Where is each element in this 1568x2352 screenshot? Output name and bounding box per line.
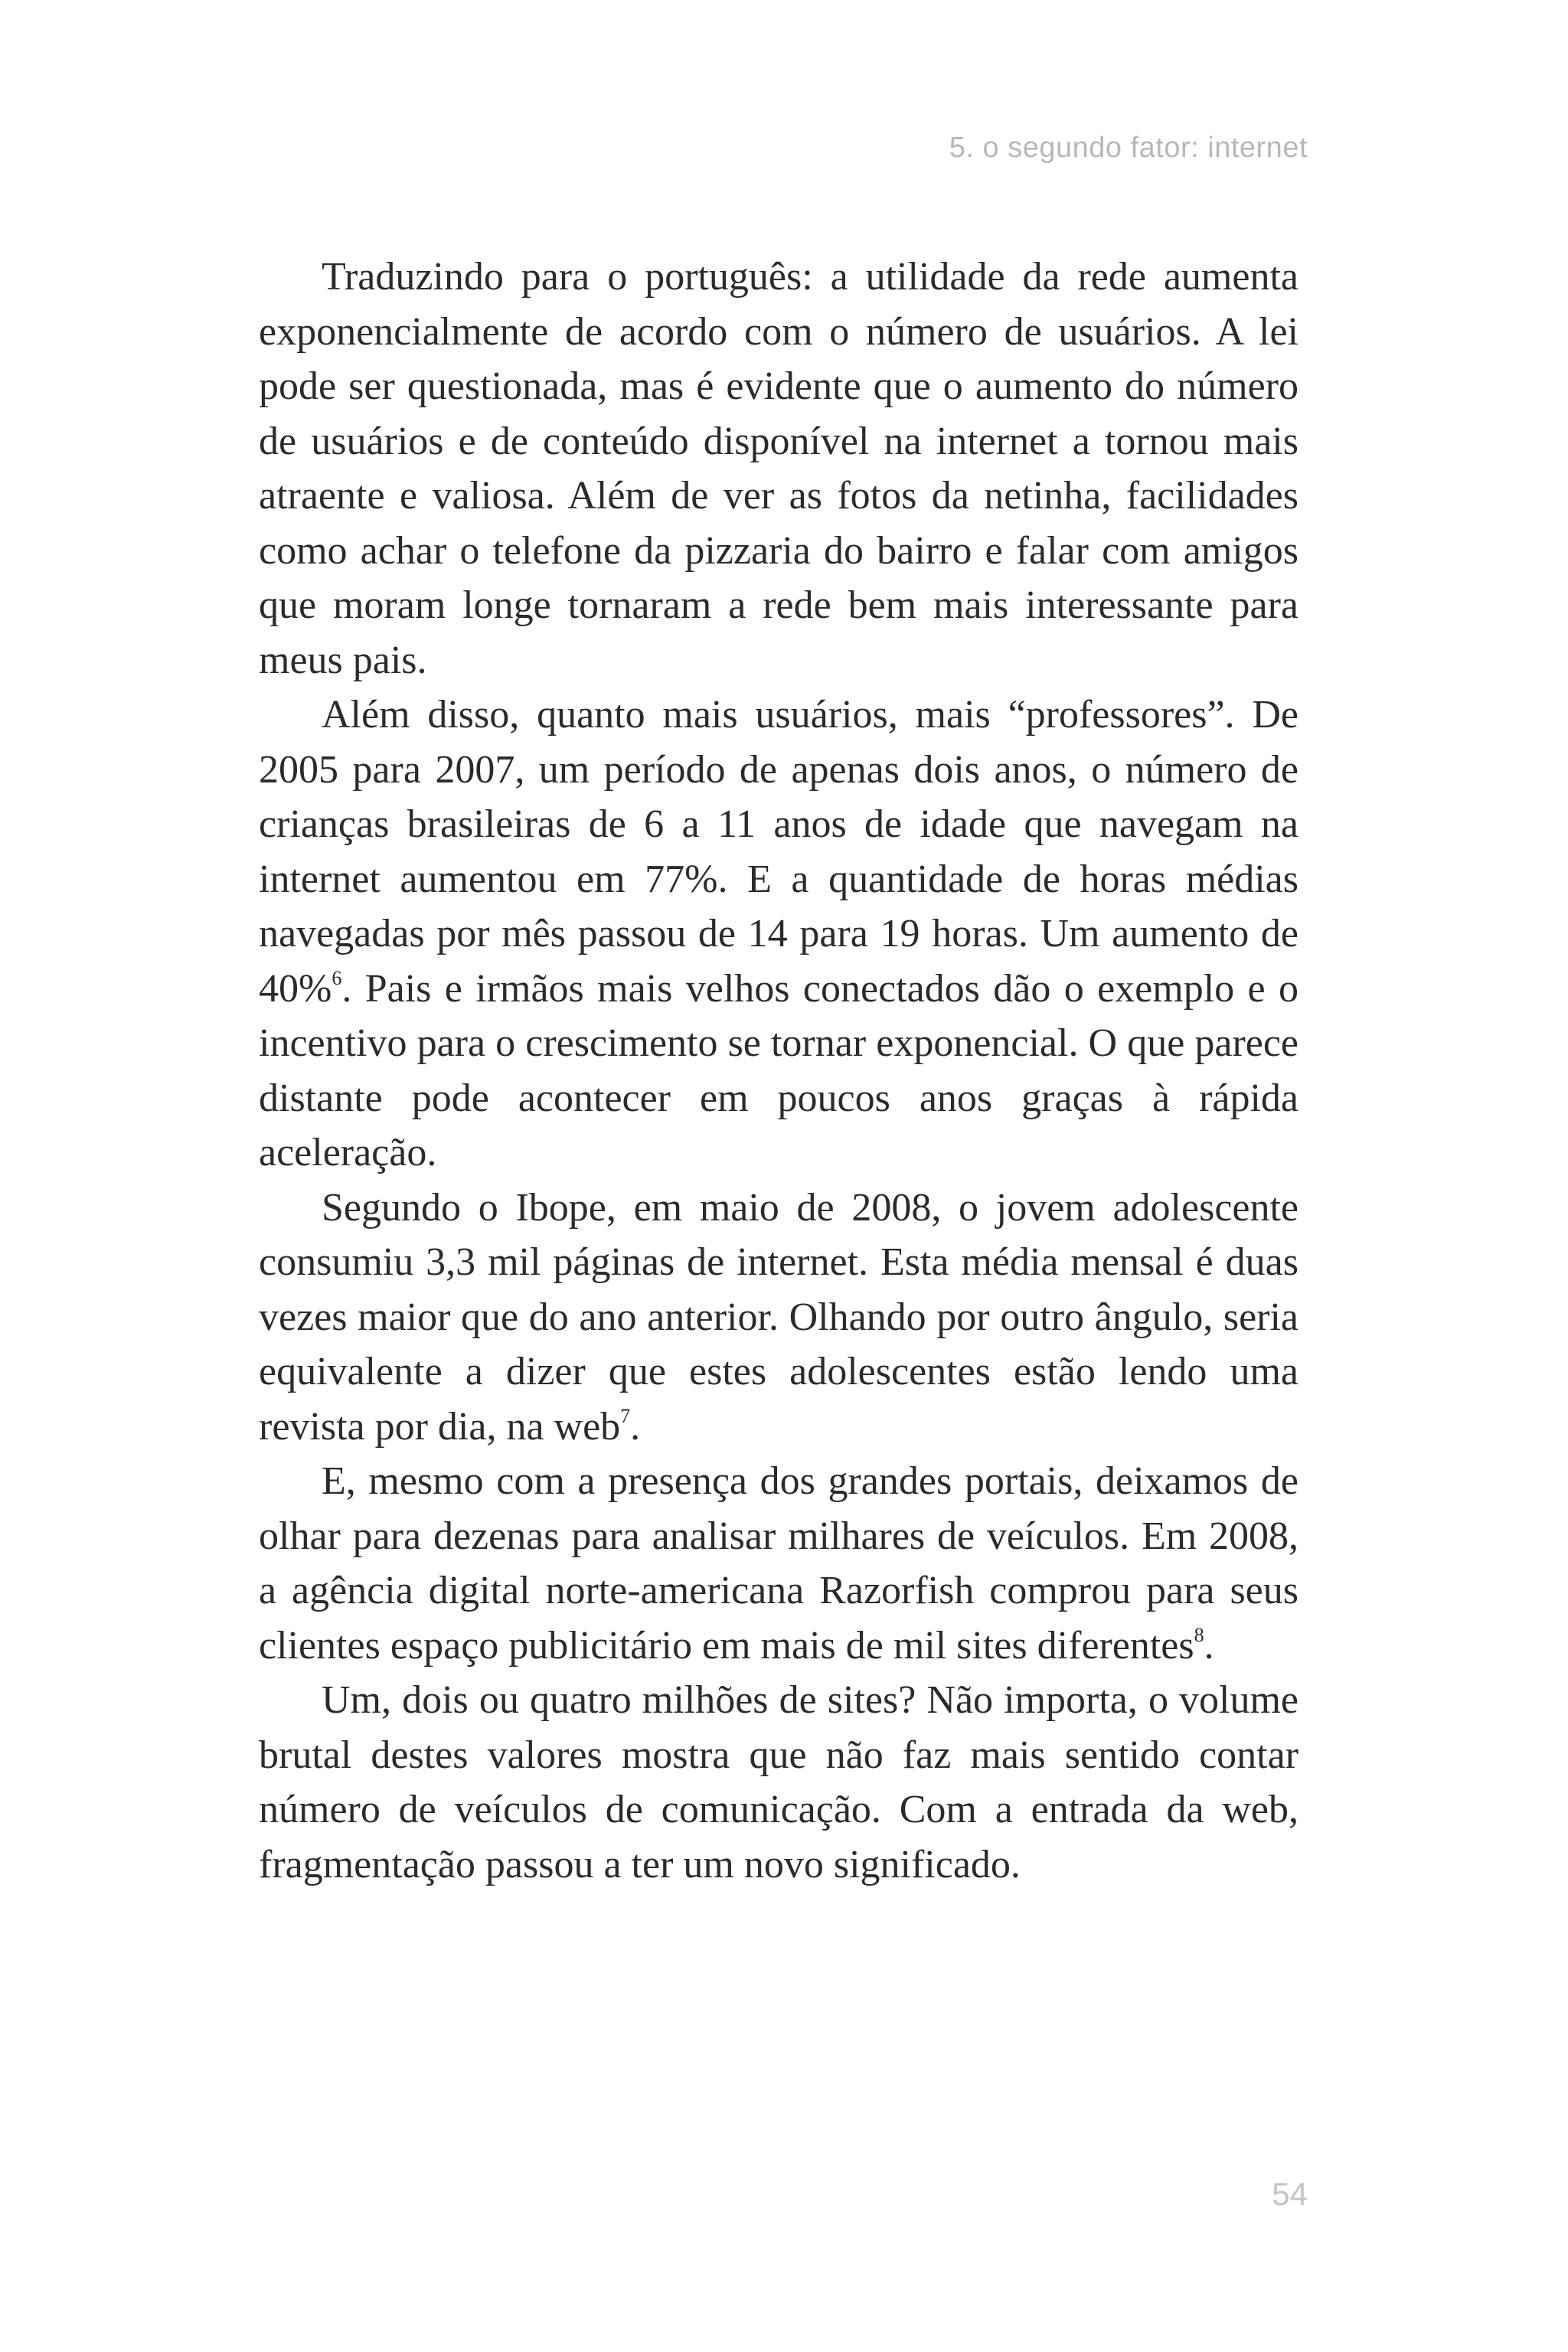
running-header: 5. o segundo fator: internet xyxy=(949,132,1308,164)
paragraph-2-text-b: . Pais e irmãos mais velhos conectados dão o exemplo e o incentivo para o crescimento se tornar exponencial. O que parece distante pode acontecer em poucos anos graças à rápida aceleração. xyxy=(259,966,1298,1174)
paragraph-3-text-b: . xyxy=(630,1404,641,1449)
paragraph-5-text: Um, dois ou quatro milhões de sites? Não importa, o volume brutal destes valores mostra que não faz mais sentido contar número de veículos de comunicação. Com a entrada da web, fragmentação passou a ter um novo significado. xyxy=(259,1678,1298,1886)
paragraph-3-text-a: Segundo o Ibope, em maio de 2008, o jovem adolescente consumiu 3,3 mil páginas de internet. Esta média mensal é duas vezes maior que do ano anterior. Olhando por outro ângulo, seria equivalente a dizer que estes adolescentes estão lendo uma revista por dia, na web xyxy=(259,1185,1298,1449)
paragraph-4 xyxy=(259,1454,1298,1673)
body-text xyxy=(259,250,1298,1892)
paragraph-4-text-b: . xyxy=(1204,1623,1214,1668)
paragraph-4-text-a: E, mesmo com a presença dos grandes portais, deixamos de olhar para dezenas para analisar milhares de veículos. Em 2008, a agência digital norte-americana Razorfish comprou para seus clientes espaço publicitário em mais de mil sites diferentes xyxy=(259,1459,1298,1668)
paragraph-3 xyxy=(259,1181,1298,1455)
paragraph-2 xyxy=(259,688,1298,1181)
paragraph-1 xyxy=(259,250,1298,688)
footnote-ref-7[interactable]: 7 xyxy=(620,1404,631,1427)
page-number: 54 xyxy=(1272,2176,1308,2212)
paragraph-1-text: Traduzindo para o português: a utilidade da rede aumenta exponencialmente de acordo com o número de usuários. A lei pode ser questionada, mas é evidente que o aumento do número de usuários e de conteúdo disponível na internet a tornou mais atraente e valiosa. Além de ver as fotos da netinha, facilidades como achar o telefone da pizzaria do bairro e falar com amigos que moram longe tornaram a rede bem mais interessante para meus pais. xyxy=(259,255,1298,682)
footnote-ref-6[interactable]: 6 xyxy=(332,966,342,989)
paragraph-5 xyxy=(259,1673,1298,1892)
paragraph-2-text-a: Além disso, quanto mais usuários, mais “professores”. De 2005 para 2007, um período de apenas dois anos, o número de crianças brasileiras de 6 a 11 anos de idade que navegam na internet aumentou em 77%. E a quantidade de horas médias navegadas por mês passou de 14 para 19 horas. Um aumento de 40% xyxy=(259,693,1298,1011)
footnote-ref-8[interactable]: 8 xyxy=(1194,1623,1204,1646)
